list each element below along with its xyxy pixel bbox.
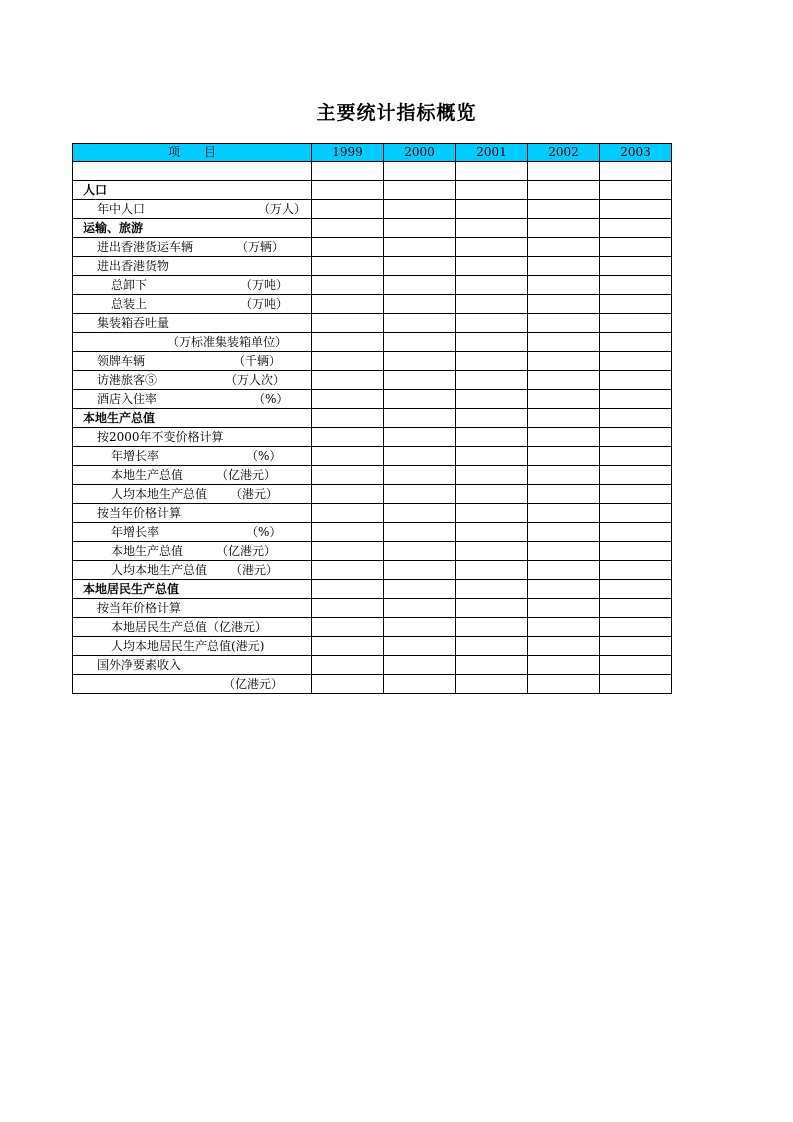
- value-cell: [384, 447, 456, 466]
- table-row: [73, 542, 672, 561]
- row-unit: （港元）: [230, 487, 279, 501]
- value-cell: [384, 656, 456, 675]
- table-row: [73, 599, 672, 618]
- value-cell: [384, 238, 456, 257]
- value-cell: [600, 580, 672, 599]
- value-cell: [528, 352, 600, 371]
- value-cell: [384, 295, 456, 314]
- value-cell: [384, 390, 456, 409]
- value-cell: [600, 504, 672, 523]
- value-cell: [384, 257, 456, 276]
- row-label-cell: [73, 295, 312, 314]
- value-cell: [600, 200, 672, 219]
- value-cell: [456, 580, 528, 599]
- row-label-cell: [73, 599, 312, 618]
- row-label: 集装箱吞吐量: [97, 316, 170, 330]
- value-cell: [384, 181, 456, 200]
- value-cell: [456, 371, 528, 390]
- value-cell: [456, 295, 528, 314]
- row-unit: （亿港元）: [223, 677, 284, 691]
- value-cell: [456, 656, 528, 675]
- value-cell: [456, 333, 528, 352]
- value-cell: [456, 447, 528, 466]
- row-unit: （亿港元）: [207, 620, 268, 634]
- value-cell: [600, 314, 672, 333]
- value-cell: [600, 238, 672, 257]
- table-row: [73, 276, 672, 295]
- row-unit: (港元): [231, 639, 265, 653]
- value-cell: [456, 637, 528, 656]
- row-label: 进出香港货物: [97, 259, 170, 273]
- value-cell: [528, 447, 600, 466]
- value-cell: [456, 675, 528, 694]
- value-cell: [528, 314, 600, 333]
- row-label: 访港旅客⑤: [97, 373, 158, 387]
- value-cell: [528, 580, 600, 599]
- row-label-cell: [73, 561, 312, 580]
- table-row: [73, 200, 672, 219]
- value-cell: [600, 276, 672, 295]
- value-cell: [312, 466, 384, 485]
- year-header: 2001: [456, 144, 528, 162]
- row-label-cell: [73, 257, 312, 276]
- page-title: 主要统计指标概览: [316, 102, 477, 124]
- value-cell: [600, 523, 672, 542]
- table-row: [73, 333, 672, 352]
- value-cell: [384, 637, 456, 656]
- value-cell: [312, 637, 384, 656]
- value-cell: [456, 409, 528, 428]
- value-cell: [384, 561, 456, 580]
- value-cell: [528, 276, 600, 295]
- value-cell: [312, 181, 384, 200]
- row-label-cell: [73, 504, 312, 523]
- value-cell: [456, 504, 528, 523]
- row-label: 人均本地生产总值: [111, 563, 208, 577]
- row-label-cell: [73, 675, 312, 694]
- value-cell: [600, 561, 672, 580]
- statistics-table: [72, 143, 672, 694]
- row-unit: （%）: [253, 392, 289, 406]
- value-cell: [384, 352, 456, 371]
- row-label: 总卸下: [111, 278, 148, 292]
- row-label-cell: [73, 390, 312, 409]
- value-cell: [528, 675, 600, 694]
- value-cell: [312, 200, 384, 219]
- row-label: 酒店入住率: [97, 392, 158, 406]
- value-cell: [528, 371, 600, 390]
- value-cell: [456, 618, 528, 637]
- row-label-cell: [73, 352, 312, 371]
- value-cell: [312, 295, 384, 314]
- value-cell: [456, 466, 528, 485]
- value-cell: [600, 466, 672, 485]
- year-header: 2003: [600, 144, 672, 162]
- value-cell: [456, 390, 528, 409]
- value-cell: [456, 200, 528, 219]
- item-header: 项 目: [73, 144, 312, 162]
- table-row: [73, 238, 672, 257]
- row-label: 总装上: [111, 297, 148, 311]
- row-label-cell: [73, 314, 312, 333]
- row-label-cell: [73, 542, 312, 561]
- table-row: [73, 523, 672, 542]
- value-cell: [528, 162, 600, 181]
- value-cell: [456, 599, 528, 618]
- year-header: 2002: [528, 144, 600, 162]
- table-row: [73, 656, 672, 675]
- row-label-cell: [73, 637, 312, 656]
- value-cell: [384, 675, 456, 694]
- value-cell: [528, 504, 600, 523]
- value-cell: [384, 219, 456, 238]
- table-row: [73, 371, 672, 390]
- table-row: [73, 580, 672, 599]
- value-cell: [312, 219, 384, 238]
- row-unit: （万人）: [258, 202, 307, 216]
- table-row: [73, 162, 672, 181]
- section-heading: 人口: [83, 183, 108, 197]
- table-row: [73, 219, 672, 238]
- row-label-cell: [73, 447, 312, 466]
- row-label: 人均本地居民生产总值(港元): [111, 639, 265, 653]
- row-label: 按当年价格计算: [97, 506, 182, 520]
- row-unit: （万吨）: [240, 297, 289, 311]
- value-cell: [384, 618, 456, 637]
- row-label-cell: [73, 162, 312, 181]
- value-cell: [528, 390, 600, 409]
- year-header: 2000: [384, 144, 456, 162]
- value-cell: [312, 409, 384, 428]
- value-cell: [456, 276, 528, 295]
- value-cell: [312, 162, 384, 181]
- value-cell: [600, 333, 672, 352]
- value-cell: [600, 637, 672, 656]
- table-row: [73, 409, 672, 428]
- row-label: 按2000年不变价格计算: [97, 430, 224, 444]
- value-cell: [312, 561, 384, 580]
- row-unit: （港元）: [230, 563, 279, 577]
- value-cell: [600, 295, 672, 314]
- table-row: [73, 181, 672, 200]
- value-cell: [456, 219, 528, 238]
- row-label: 年中人口: [97, 202, 146, 216]
- value-cell: [600, 162, 672, 181]
- value-cell: [312, 485, 384, 504]
- value-cell: [456, 238, 528, 257]
- value-cell: [600, 447, 672, 466]
- value-cell: [384, 314, 456, 333]
- value-cell: [456, 561, 528, 580]
- row-label: 国外净要素收入: [97, 658, 182, 672]
- row-label-cell: [73, 485, 312, 504]
- value-cell: [312, 504, 384, 523]
- value-cell: [456, 428, 528, 447]
- row-label: 按当年价格计算: [97, 601, 182, 615]
- table-row: [73, 428, 672, 447]
- table-row: [73, 485, 672, 504]
- value-cell: [456, 162, 528, 181]
- value-cell: [528, 561, 600, 580]
- row-label-cell: [73, 219, 312, 238]
- value-cell: [600, 675, 672, 694]
- row-label-cell: [73, 333, 312, 352]
- value-cell: [312, 314, 384, 333]
- row-label: 领牌车辆: [97, 354, 146, 368]
- row-label-cell: [73, 428, 312, 447]
- value-cell: [528, 219, 600, 238]
- value-cell: [312, 238, 384, 257]
- value-cell: [456, 181, 528, 200]
- value-cell: [528, 599, 600, 618]
- value-cell: [312, 656, 384, 675]
- value-cell: [600, 542, 672, 561]
- table-row: [73, 447, 672, 466]
- row-unit: （%）: [246, 525, 282, 539]
- row-unit: （千辆）: [233, 354, 282, 368]
- value-cell: [456, 542, 528, 561]
- row-label-cell: [73, 276, 312, 295]
- row-unit: （万人次）: [225, 373, 286, 387]
- section-heading: 本地居民生产总值: [83, 582, 180, 596]
- value-cell: [600, 352, 672, 371]
- row-unit: （万辆）: [236, 240, 285, 254]
- table-row: [73, 637, 672, 656]
- table-row: [73, 561, 672, 580]
- value-cell: [312, 352, 384, 371]
- row-label-cell: [73, 238, 312, 257]
- value-cell: [384, 523, 456, 542]
- value-cell: [528, 238, 600, 257]
- value-cell: [600, 181, 672, 200]
- value-cell: [528, 466, 600, 485]
- table-row: [73, 314, 672, 333]
- value-cell: [312, 257, 384, 276]
- row-unit: （万标准集装箱单位）: [167, 335, 288, 349]
- value-cell: [528, 523, 600, 542]
- row-label: 年增长率: [111, 525, 160, 539]
- year-header: 1999: [312, 144, 384, 162]
- value-cell: [384, 409, 456, 428]
- row-label-cell: [73, 580, 312, 599]
- value-cell: [528, 542, 600, 561]
- section-heading: 运输、旅游: [83, 221, 144, 235]
- row-label-cell: [73, 181, 312, 200]
- row-label: 本地生产总值: [111, 468, 184, 482]
- table-header-row: [73, 144, 672, 162]
- value-cell: [312, 447, 384, 466]
- value-cell: [312, 542, 384, 561]
- value-cell: [384, 276, 456, 295]
- value-cell: [312, 618, 384, 637]
- value-cell: [528, 257, 600, 276]
- value-cell: [384, 371, 456, 390]
- row-label: 人均本地生产总值: [111, 487, 208, 501]
- row-label: 本地生产总值: [111, 544, 184, 558]
- value-cell: [312, 371, 384, 390]
- value-cell: [528, 200, 600, 219]
- value-cell: [312, 675, 384, 694]
- row-unit: （%）: [246, 449, 282, 463]
- value-cell: [600, 257, 672, 276]
- value-cell: [600, 618, 672, 637]
- value-cell: [600, 656, 672, 675]
- table-row: [73, 390, 672, 409]
- section-heading: 本地生产总值: [83, 411, 156, 425]
- row-label: 进出香港货运车辆: [97, 240, 194, 254]
- row-label-cell: [73, 371, 312, 390]
- table-row: [73, 352, 672, 371]
- value-cell: [600, 428, 672, 447]
- value-cell: [384, 504, 456, 523]
- value-cell: [384, 542, 456, 561]
- value-cell: [528, 333, 600, 352]
- value-cell: [384, 599, 456, 618]
- value-cell: [384, 162, 456, 181]
- row-label: 年增长率: [111, 449, 160, 463]
- row-label-cell: [73, 409, 312, 428]
- value-cell: [384, 333, 456, 352]
- row-unit: （亿港元）: [216, 544, 277, 558]
- table-row: [73, 675, 672, 694]
- value-cell: [312, 276, 384, 295]
- value-cell: [528, 428, 600, 447]
- row-label: 本地居民生产总值（亿港元）: [111, 620, 268, 634]
- value-cell: [456, 257, 528, 276]
- value-cell: [312, 523, 384, 542]
- value-cell: [528, 656, 600, 675]
- row-unit: （亿港元）: [216, 468, 277, 482]
- value-cell: [384, 200, 456, 219]
- table-row: [73, 257, 672, 276]
- value-cell: [528, 181, 600, 200]
- value-cell: [384, 485, 456, 504]
- value-cell: [312, 580, 384, 599]
- value-cell: [528, 618, 600, 637]
- value-cell: [456, 485, 528, 504]
- value-cell: [600, 219, 672, 238]
- value-cell: [312, 333, 384, 352]
- value-cell: [456, 314, 528, 333]
- row-label-cell: [73, 523, 312, 542]
- value-cell: [600, 409, 672, 428]
- value-cell: [600, 599, 672, 618]
- row-label-cell: [73, 618, 312, 637]
- value-cell: [384, 580, 456, 599]
- value-cell: [528, 409, 600, 428]
- value-cell: [600, 371, 672, 390]
- value-cell: [456, 352, 528, 371]
- value-cell: [312, 390, 384, 409]
- value-cell: [528, 485, 600, 504]
- row-label-cell: [73, 200, 312, 219]
- value-cell: [456, 523, 528, 542]
- value-cell: [528, 295, 600, 314]
- table-row: [73, 504, 672, 523]
- table-row: [73, 618, 672, 637]
- row-label-cell: [73, 466, 312, 485]
- table-row: [73, 466, 672, 485]
- value-cell: [384, 466, 456, 485]
- value-cell: [600, 390, 672, 409]
- row-label-cell: [73, 656, 312, 675]
- table-row: [73, 295, 672, 314]
- value-cell: [312, 599, 384, 618]
- value-cell: [384, 428, 456, 447]
- value-cell: [600, 485, 672, 504]
- value-cell: [312, 428, 384, 447]
- value-cell: [528, 637, 600, 656]
- row-unit: （万吨）: [240, 278, 289, 292]
